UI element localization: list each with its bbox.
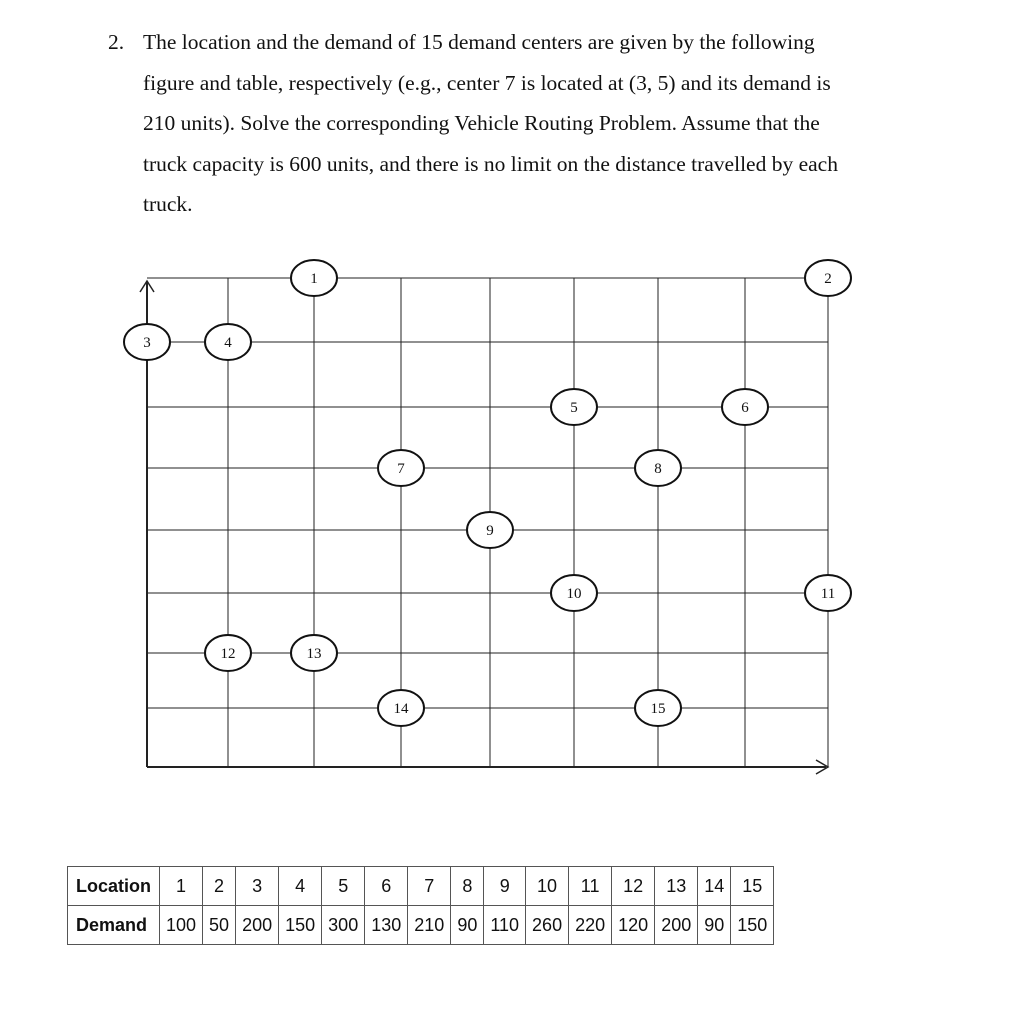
center-label-14: 14 — [393, 701, 409, 717]
problem-line: figure and table, respectively (e.g., center 7 is located at (3, 5) and its demand is — [143, 70, 831, 95]
center-label-12: 12 — [220, 646, 236, 662]
demand-cell: 120 — [612, 906, 655, 945]
demand-cell: 200 — [655, 906, 698, 945]
location-cell: 7 — [408, 867, 451, 906]
center-label-9: 9 — [486, 523, 494, 539]
demand-cell: 100 — [160, 906, 203, 945]
location-cell: 13 — [655, 867, 698, 906]
demand-cell: 260 — [526, 906, 569, 945]
demand-cell: 150 — [731, 906, 774, 945]
location-cell: 12 — [612, 867, 655, 906]
problem-line: truck capacity is 600 units, and there is no limit on the distance travelled by each — [143, 151, 838, 176]
demand-cell: 220 — [569, 906, 612, 945]
problem-line: 210 units). Solve the corresponding Vehicle Routing Problem. Assume that the — [143, 111, 820, 135]
location-cell: 1 — [160, 867, 203, 906]
center-label-2: 2 — [824, 271, 832, 287]
center-label-3: 3 — [143, 335, 151, 351]
location-cell: 11 — [569, 867, 612, 906]
demand-row — [68, 906, 774, 945]
demand-cell: 200 — [236, 906, 279, 945]
location-cell: 15 — [731, 867, 774, 906]
location-cell: 3 — [236, 867, 279, 906]
center-label-5: 5 — [570, 400, 578, 416]
location-cell: 9 — [484, 867, 526, 906]
center-label-13: 13 — [306, 646, 322, 662]
location-cell: 10 — [526, 867, 569, 906]
location-row — [68, 867, 774, 906]
center-label-6: 6 — [741, 400, 749, 416]
location-cell: 5 — [322, 867, 365, 906]
demand-cell: 210 — [408, 906, 451, 945]
problem-line: truck. — [143, 192, 193, 216]
center-label-7: 7 — [397, 461, 405, 477]
demand-cell: 90 — [698, 906, 731, 945]
location-cell: 14 — [698, 867, 731, 906]
demand-cell: 110 — [484, 906, 526, 945]
location-header: Location — [68, 867, 160, 906]
center-label-10: 10 — [566, 586, 582, 602]
demand-cell: 90 — [451, 906, 484, 945]
demand-cell: 300 — [322, 906, 365, 945]
center-label-1: 1 — [310, 271, 318, 287]
center-label-4: 4 — [224, 335, 232, 351]
center-label-15: 15 — [650, 701, 666, 717]
location-cell: 4 — [279, 867, 322, 906]
demand-cell: 150 — [279, 906, 322, 945]
location-cell: 6 — [365, 867, 408, 906]
problem-number: 2. — [108, 30, 125, 54]
center-label-11: 11 — [820, 586, 836, 602]
demand-cell: 50 — [203, 906, 236, 945]
location-cell: 8 — [451, 867, 484, 906]
location-cell: 2 — [203, 867, 236, 906]
demand-header: Demand — [68, 906, 160, 945]
demand-table — [67, 866, 774, 945]
center-label-8: 8 — [654, 461, 662, 477]
demand-cell: 130 — [365, 906, 408, 945]
problem-line: The location and the demand of 15 demand centers are given by the following — [143, 30, 815, 54]
